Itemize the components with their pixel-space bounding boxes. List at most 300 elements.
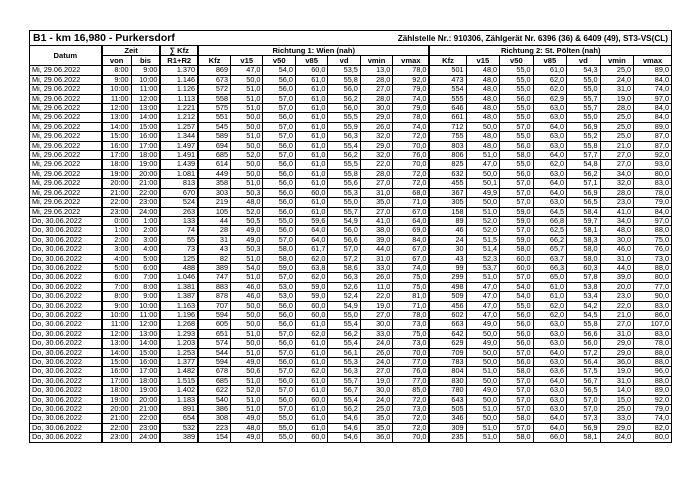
table-cell: 61,0	[295, 339, 327, 348]
table-cell: Mi, 29.06.2022	[30, 132, 102, 141]
table-row	[30, 207, 672, 216]
table-row	[30, 339, 672, 348]
table-cell: 10:00	[131, 75, 160, 84]
table-cell: 9:00	[131, 292, 160, 301]
table-cell: 51,0	[466, 367, 500, 376]
table-cell: 8:00	[102, 292, 131, 301]
table-cell: 56,2	[328, 151, 360, 160]
table-row	[30, 141, 672, 150]
table-row	[30, 348, 672, 357]
table-cell: 572	[198, 85, 230, 94]
table-cell: 11:00	[131, 310, 160, 319]
table-cell: 35,0	[360, 423, 392, 432]
table-cell: 654	[160, 414, 198, 423]
table-cell: 75,0	[634, 235, 672, 244]
table-cell: 56,9	[567, 122, 601, 131]
table-cell: 34,0	[600, 216, 634, 225]
table-cell: Mi, 29.06.2022	[30, 141, 102, 150]
table-cell: 55,8	[567, 320, 601, 329]
table-cell: 73,0	[393, 405, 430, 414]
table-cell: 605	[198, 320, 230, 329]
table-cell: 555	[429, 94, 466, 103]
table-cell: 57,0	[567, 395, 601, 404]
table-cell: 52,6	[328, 282, 360, 291]
table-cell: 51,0	[231, 85, 263, 94]
table-cell: 56,0	[500, 329, 534, 338]
table-cell: 26,0	[360, 273, 392, 282]
table-row	[30, 367, 672, 376]
table-cell: 62,0	[295, 254, 327, 263]
table-cell: 56,0	[263, 226, 295, 235]
table-cell: 57,0	[263, 329, 295, 338]
table-cell: 50,0	[466, 169, 500, 178]
table-cell: 2:00	[102, 235, 131, 244]
table-cell: 27,0	[360, 207, 392, 216]
table-cell: 32,0	[600, 179, 634, 188]
table-cell: 30,0	[360, 104, 392, 113]
table-cell: 10:00	[102, 310, 131, 319]
sheet-header	[29, 30, 672, 45]
table-cell: 1.183	[160, 395, 198, 404]
table-cell: 8:00	[131, 282, 160, 291]
table-cell: 59,0	[295, 282, 327, 291]
table-cell: 78,0	[393, 113, 430, 122]
table-cell: 56,0	[263, 310, 295, 319]
table-cell: 64,0	[533, 376, 567, 385]
table-cell: 28,0	[360, 169, 392, 178]
table-cell: 61,0	[295, 75, 327, 84]
table-cell: 56,0	[263, 395, 295, 404]
table-cell: 59,0	[500, 235, 534, 244]
table-cell: 1.253	[160, 348, 198, 357]
table-cell: 22,0	[360, 292, 392, 301]
table-cell: 1.257	[160, 122, 198, 131]
table-cell: 35,0	[360, 198, 392, 207]
table-cell: 56,2	[328, 405, 360, 414]
table-cell: 61,0	[295, 179, 327, 188]
table-cell: 63,8	[295, 263, 327, 272]
table-cell: 61,0	[295, 132, 327, 141]
table-cell: 62,0	[295, 367, 327, 376]
table-cell: 1.402	[160, 386, 198, 395]
col-sum-kfz: ∑ Kfz	[160, 46, 198, 56]
table-row	[30, 292, 672, 301]
table-cell: 57,2	[567, 348, 601, 357]
table-cell: Do, 30.06.2022	[30, 358, 102, 367]
table-cell: 49,9	[466, 188, 500, 197]
table-row	[30, 310, 672, 319]
table-cell: 57,0	[263, 94, 295, 103]
table-cell: 51,0	[466, 405, 500, 414]
table-cell: 63,0	[533, 132, 567, 141]
table-cell: 62,5	[533, 226, 567, 235]
table-cell: 28,0	[360, 75, 392, 84]
table-cell: 73,0	[393, 320, 430, 329]
table-cell: 54,3	[567, 66, 601, 75]
table-cell: 58,0	[567, 254, 601, 263]
table-cell: 574	[198, 339, 230, 348]
col-dir1-v15: v15	[231, 56, 263, 66]
table-cell: 23:00	[102, 207, 131, 216]
table-cell: 58,1	[567, 226, 601, 235]
table-cell: 57,5	[567, 367, 601, 376]
table-row	[30, 85, 672, 94]
table-cell: 29,0	[600, 339, 634, 348]
table-cell: 56,0	[500, 310, 534, 319]
table-cell: 594	[198, 310, 230, 319]
table-row	[30, 151, 672, 160]
col-dir1-vmax: vmax	[393, 56, 430, 66]
table-cell: 56,9	[567, 188, 601, 197]
table-cell: 712	[429, 122, 466, 131]
table-cell: 48,0	[466, 104, 500, 113]
table-cell: 79,0	[634, 198, 672, 207]
table-cell: 54,6	[328, 414, 360, 423]
table-cell: 50,0	[231, 113, 263, 122]
table-cell: 80,0	[634, 273, 672, 282]
table-cell: 55,0	[500, 104, 534, 113]
table-cell: 825	[429, 160, 466, 169]
table-cell: 61,0	[295, 113, 327, 122]
table-cell: 29,0	[600, 423, 634, 432]
table-cell: 64,0	[533, 423, 567, 432]
table-cell: 685	[198, 151, 230, 160]
table-cell: 56,0	[263, 85, 295, 94]
table-cell: Mi, 29.06.2022	[30, 188, 102, 197]
table-cell: 1:00	[131, 216, 160, 225]
table-cell: 74,0	[634, 414, 672, 423]
table-cell: 56,7	[567, 376, 601, 385]
table-cell: 29,0	[360, 113, 392, 122]
table-cell: 54,9	[328, 216, 360, 225]
table-cell: 58,0	[500, 151, 534, 160]
table-cell: 449	[198, 169, 230, 178]
table-cell: 1.377	[160, 358, 198, 367]
table-cell: 869	[198, 66, 230, 75]
table-cell: 673	[198, 75, 230, 84]
table-cell: 540	[198, 395, 230, 404]
table-cell: 25,0	[600, 66, 634, 75]
table-cell: 678	[198, 367, 230, 376]
table-cell: 20:00	[131, 169, 160, 178]
table-cell: 61,0	[533, 292, 567, 301]
table-cell: 52,0	[231, 386, 263, 395]
table-cell: 55,4	[328, 339, 360, 348]
table-cell: 61,0	[295, 320, 327, 329]
table-cell: 19,0	[360, 301, 392, 310]
table-cell: 22:00	[102, 423, 131, 432]
table-cell: 47,0	[466, 160, 500, 169]
table-cell: Do, 30.06.2022	[30, 301, 102, 310]
table-cell: 15:00	[131, 348, 160, 357]
table-cell: 18:00	[102, 386, 131, 395]
table-cell: 76,0	[634, 245, 672, 254]
table-cell: 9:00	[131, 66, 160, 75]
table-cell: 575	[198, 104, 230, 113]
col-richtung-1: Richtung 1: Wien (nah)	[198, 46, 429, 56]
table-cell: 72,0	[393, 395, 430, 404]
table-cell: 61,0	[295, 160, 327, 169]
header-row-2	[30, 56, 672, 66]
table-cell: 61,0	[295, 348, 327, 357]
table-cell: 49,0	[466, 320, 500, 329]
table-cell: 58,0	[500, 245, 534, 254]
table-cell: 61,0	[295, 386, 327, 395]
table-cell: 28,0	[600, 104, 634, 113]
table-cell: 56,0	[500, 169, 534, 178]
table-row	[30, 160, 672, 169]
table-cell: Do, 30.06.2022	[30, 376, 102, 385]
table-cell: 24:00	[131, 433, 160, 442]
table-cell: 642	[429, 329, 466, 338]
table-cell: 28,0	[600, 188, 634, 197]
table-cell: 813	[160, 179, 198, 188]
table-cell: 47,0	[466, 310, 500, 319]
table-cell: 66,3	[533, 263, 567, 272]
table-cell: 7:00	[131, 273, 160, 282]
table-cell: 57,7	[567, 151, 601, 160]
table-row	[30, 94, 672, 103]
table-cell: 41,0	[360, 216, 392, 225]
table-cell: 50,0	[231, 141, 263, 150]
table-cell: 56,0	[263, 141, 295, 150]
table-cell: 46,0	[600, 245, 634, 254]
table-cell: 47,0	[466, 301, 500, 310]
table-cell: 6:00	[102, 273, 131, 282]
table-cell: 21:00	[131, 405, 160, 414]
table-row	[30, 405, 672, 414]
table-cell: 79,0	[393, 85, 430, 94]
table-cell: 56,9	[567, 423, 601, 432]
table-cell: 651	[198, 329, 230, 338]
table-cell: 80,0	[634, 169, 672, 178]
table-cell: 65,7	[533, 245, 567, 254]
table-cell: 52,0	[231, 207, 263, 216]
table-cell: 5:00	[102, 263, 131, 272]
table-cell: 632	[429, 169, 466, 178]
table-cell: 62,0	[533, 301, 567, 310]
table-cell: 47,0	[466, 292, 500, 301]
table-cell: 24,0	[600, 75, 634, 84]
table-cell: 50,3	[231, 245, 263, 254]
table-cell: 30	[429, 245, 466, 254]
table-cell: 53,4	[567, 292, 601, 301]
table-cell: 50,0	[231, 339, 263, 348]
col-von: von	[102, 56, 131, 66]
table-cell: 55,3	[328, 188, 360, 197]
table-cell: 47,0	[231, 66, 263, 75]
table-row	[30, 132, 672, 141]
table-cell: 55	[160, 235, 198, 244]
table-cell: 57,0	[263, 273, 295, 282]
table-cell: 54,8	[567, 160, 601, 169]
table-cell: 56,6	[328, 235, 360, 244]
table-cell: 56,0	[263, 301, 295, 310]
table-cell: 51,0	[231, 348, 263, 357]
table-cell: 18:00	[102, 160, 131, 169]
table-cell: 1.203	[160, 339, 198, 348]
table-cell: 50,5	[231, 216, 263, 225]
table-cell: 0:00	[102, 216, 131, 225]
table-cell: 59,0	[500, 216, 534, 225]
table-cell: 55,9	[328, 122, 360, 131]
table-cell: 55,7	[567, 94, 601, 103]
table-cell: 88,0	[634, 348, 672, 357]
table-cell: 97,0	[634, 94, 672, 103]
table-cell: 56,0	[328, 85, 360, 94]
table-cell: 75,0	[393, 329, 430, 338]
table-cell: 51,0	[231, 94, 263, 103]
table-cell: 74,0	[393, 263, 430, 272]
table-cell: 18:00	[131, 151, 160, 160]
table-cell: 58,0	[567, 245, 601, 254]
table-cell: 63,0	[533, 339, 567, 348]
table-cell: 79,0	[393, 104, 430, 113]
table-cell: 629	[429, 339, 466, 348]
table-cell: 84,0	[634, 75, 672, 84]
table-cell: Do, 30.06.2022	[30, 329, 102, 338]
table-cell: 57,2	[328, 254, 360, 263]
table-cell: 1:00	[102, 226, 131, 235]
table-cell: 78,0	[393, 310, 430, 319]
table-cell: 89,0	[634, 122, 672, 131]
table-cell: 544	[198, 348, 230, 357]
table-cell: 56,0	[263, 339, 295, 348]
table-cell: 1.146	[160, 75, 198, 84]
table-cell: 90,0	[634, 292, 672, 301]
table-cell: 62,0	[295, 329, 327, 338]
table-cell: 63,6	[533, 367, 567, 376]
table-cell: 60,0	[295, 310, 327, 319]
table-cell: 64,0	[393, 216, 430, 225]
table-cell: 15,0	[600, 395, 634, 404]
table-cell: 14:00	[131, 339, 160, 348]
table-cell: 57,0	[328, 245, 360, 254]
table-cell: 78,0	[634, 339, 672, 348]
table-cell: 21:00	[102, 188, 131, 197]
table-cell: 44,0	[360, 245, 392, 254]
table-cell: Do, 30.06.2022	[30, 254, 102, 263]
table-cell: 60,0	[500, 263, 534, 272]
col-dir2-v85: v85	[533, 56, 567, 66]
table-cell: 27,0	[600, 160, 634, 169]
table-cell: 1.387	[160, 292, 198, 301]
table-cell: 57,0	[500, 198, 534, 207]
table-cell: 505	[429, 405, 466, 414]
table-row	[30, 301, 672, 310]
table-cell: 29,0	[360, 141, 392, 150]
table-cell: 48,0	[466, 113, 500, 122]
table-cell: 60,3	[567, 263, 601, 272]
col-dir2-vd: vd	[567, 56, 601, 66]
table-cell: Do, 30.06.2022	[30, 310, 102, 319]
table-cell: 50,0	[466, 376, 500, 385]
table-cell: 61,0	[533, 66, 567, 75]
table-cell: 31,0	[600, 254, 634, 263]
table-cell: 3:00	[131, 235, 160, 244]
table-cell: 21,0	[600, 310, 634, 319]
table-cell: 51,0	[466, 273, 500, 282]
table-cell: 17:00	[102, 376, 131, 385]
table-cell: 694	[198, 141, 230, 150]
table-cell: 56,0	[263, 376, 295, 385]
table-cell: 20:00	[102, 179, 131, 188]
table-cell: 305	[429, 198, 466, 207]
table-cell: 24:00	[131, 207, 160, 216]
table-cell: 19,0	[360, 376, 392, 385]
table-cell: 235	[429, 433, 466, 442]
table-cell: 77,0	[393, 376, 430, 385]
table-cell: 62,0	[533, 310, 567, 319]
traffic-count-table	[29, 45, 672, 443]
table-cell: 36,0	[360, 433, 392, 442]
table-row	[30, 226, 672, 235]
table-cell: 1.163	[160, 301, 198, 310]
table-cell: 67,0	[393, 254, 430, 263]
col-dir2-kfz: Kfz	[429, 56, 466, 66]
table-cell: 63,0	[533, 104, 567, 113]
table-cell: 27,0	[360, 85, 392, 94]
col-bis: bis	[131, 56, 160, 66]
table-cell: 24,0	[600, 433, 634, 442]
table-cell: 64,0	[295, 235, 327, 244]
table-cell: 63,7	[533, 254, 567, 263]
table-cell: 386	[198, 405, 230, 414]
table-cell: 58,3	[567, 235, 601, 244]
table-cell: 72,0	[393, 414, 430, 423]
table-cell: 17:00	[131, 141, 160, 150]
table-cell: 13:00	[131, 329, 160, 338]
table-cell: 524	[160, 198, 198, 207]
table-cell: 56,0	[263, 320, 295, 329]
table-cell: 685	[198, 376, 230, 385]
table-cell: 14:00	[102, 122, 131, 131]
table-cell: 57,0	[500, 226, 534, 235]
table-cell: 63,0	[533, 395, 567, 404]
table-cell: 14,0	[600, 386, 634, 395]
table-cell: 39,0	[360, 235, 392, 244]
table-cell: 66,8	[533, 216, 567, 225]
table-cell: Mi, 29.06.2022	[30, 179, 102, 188]
table-body	[30, 66, 672, 442]
table-cell: 36,0	[600, 358, 634, 367]
table-cell: 72,0	[393, 179, 430, 188]
table-cell: 299	[429, 273, 466, 282]
table-row	[30, 414, 672, 423]
table-cell: 594	[198, 358, 230, 367]
table-cell: 61,0	[295, 141, 327, 150]
table-cell: Mi, 29.06.2022	[30, 160, 102, 169]
table-cell: 55,7	[567, 104, 601, 113]
table-row	[30, 113, 672, 122]
table-cell: 88,0	[634, 358, 672, 367]
table-cell: 69,0	[393, 226, 430, 235]
table-cell: 532	[160, 423, 198, 432]
table-cell: 63,0	[533, 169, 567, 178]
table-cell: 55,0	[263, 423, 295, 432]
table-cell: 1.212	[160, 113, 198, 122]
table-cell: 50,0	[231, 301, 263, 310]
table-cell: 88,0	[634, 376, 672, 385]
table-cell: 22:00	[131, 414, 160, 423]
table-cell: 92,0	[634, 151, 672, 160]
table-cell: 50,0	[231, 75, 263, 84]
table-cell: 54,6	[328, 423, 360, 432]
table-cell: 61,0	[295, 122, 327, 131]
table-row	[30, 66, 672, 75]
table-cell: 55,0	[500, 132, 534, 141]
table-cell: Do, 30.06.2022	[30, 320, 102, 329]
